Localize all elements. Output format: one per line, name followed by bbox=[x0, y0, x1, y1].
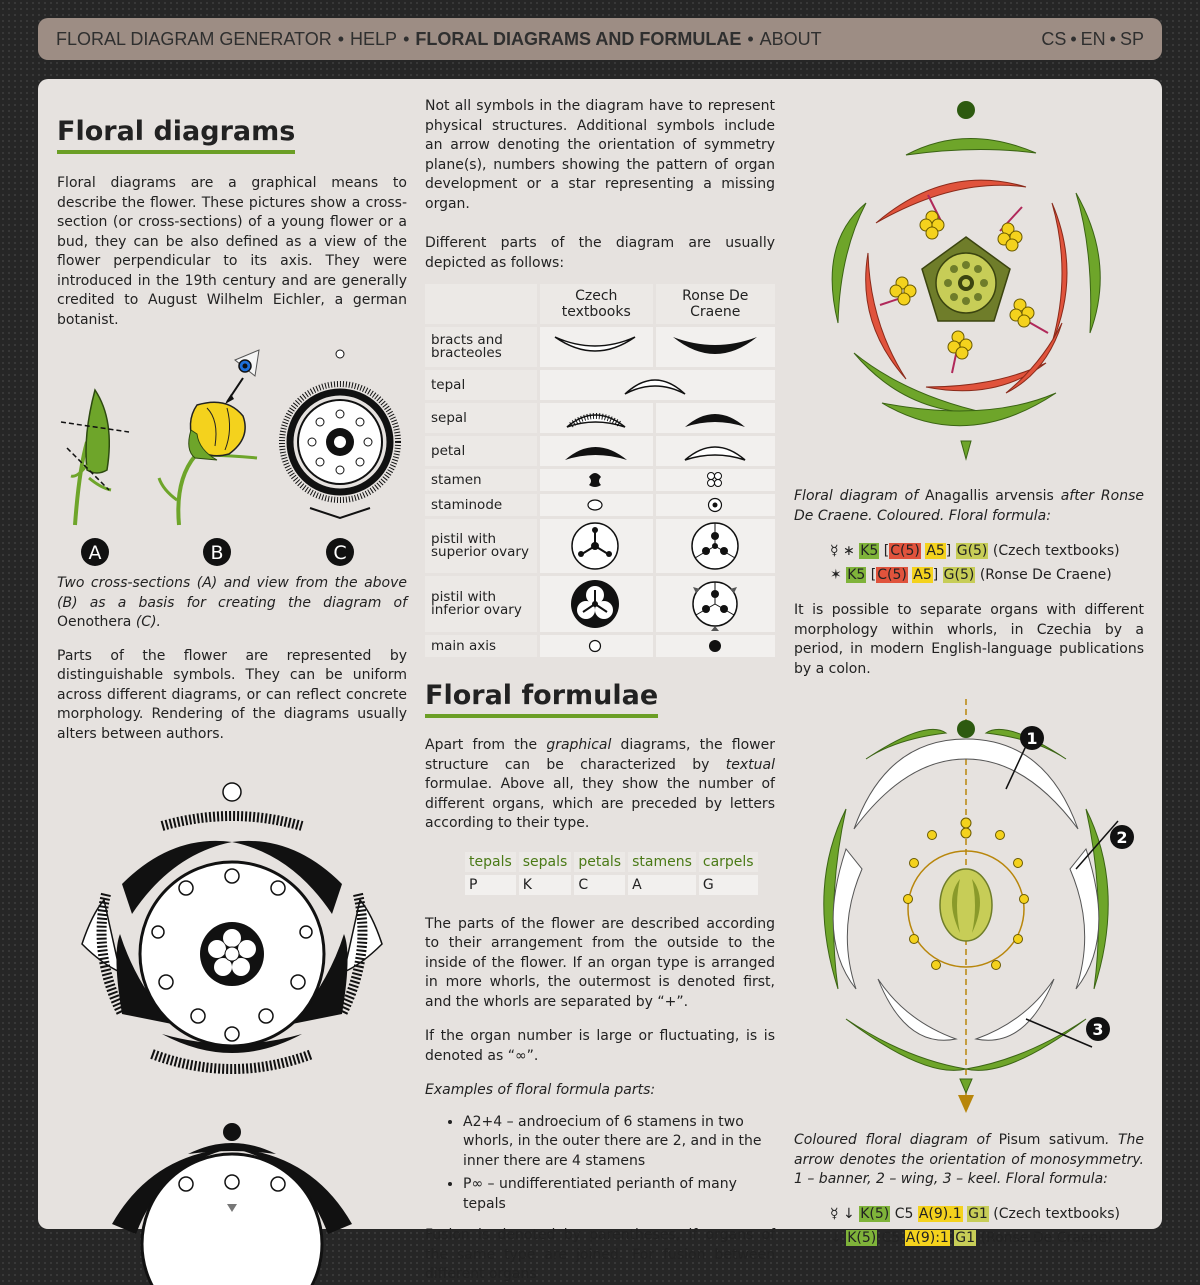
formulae-intro-paragraph: Apart from the graphical diagrams, the flower structure can be characterized by textual formulae. Above all, they show the number of different organs, which are preceded by letters according to their type. bbox=[425, 737, 775, 831]
table-row bbox=[425, 519, 775, 573]
anagallis-formulae bbox=[830, 539, 1144, 587]
symbol-bract-ronse bbox=[656, 327, 776, 367]
bud-cross-section-illustration bbox=[61, 390, 129, 525]
symbol-axis-czech bbox=[540, 635, 652, 657]
nav-separator: • bbox=[403, 28, 410, 49]
row-label-stamen: stamen bbox=[425, 469, 537, 491]
callout-1: 1 bbox=[1026, 729, 1038, 748]
construction-caption: Two cross-sections (A) and view from the above (B) as a basis for creating the diagram of Oenothera (C). bbox=[57, 575, 407, 630]
nav-about[interactable]: ABOUT bbox=[759, 28, 822, 49]
row-label-staminode: staminode bbox=[425, 494, 537, 516]
row-label-pistil-superior: pistil with superior ovary bbox=[425, 519, 537, 573]
column-middle bbox=[425, 79, 775, 1285]
code-letter-g: G bbox=[699, 875, 758, 895]
table-row bbox=[425, 403, 775, 433]
label-b: B bbox=[210, 542, 224, 564]
row-label-bracts: bracts and bracteoles bbox=[425, 327, 537, 367]
fusion-paragraph: Fusion is denoted by parentheses, if organs of the same type are joined. For fusion between different organs bbox=[425, 1227, 775, 1282]
code-header-sepals: sepals bbox=[519, 852, 572, 872]
second-floral-diagram bbox=[57, 1114, 407, 1274]
symbol-tepal bbox=[540, 370, 775, 400]
symbol-pistil-superior-ronse bbox=[656, 519, 776, 573]
table-row bbox=[425, 370, 775, 400]
symbol-stamen-czech bbox=[540, 469, 652, 491]
label-c: C bbox=[333, 542, 347, 564]
code-letter-p: P bbox=[465, 875, 516, 895]
label-a: A bbox=[88, 542, 102, 564]
pisum-coloured-diagram bbox=[794, 689, 1144, 1129]
anagallis-coloured-diagram bbox=[794, 93, 1144, 473]
arrangement-paragraph: The parts of the flower are described according to their arrangement from the outside to the inside of the flower. If an organ type is arranged in more whorls, the outermost is denoted first, and the whorls are separated by “+”. bbox=[425, 915, 775, 1010]
callout-2: 2 bbox=[1116, 828, 1128, 847]
lang-en[interactable]: EN bbox=[1080, 28, 1106, 49]
organ-letter-table bbox=[462, 849, 761, 898]
table-row bbox=[425, 469, 775, 491]
formula-ronse-anagallis: ✶ K5 [C(5) A5] G(5) (Ronse De Craene) bbox=[830, 567, 1112, 583]
code-header-carpels: carpels bbox=[699, 852, 758, 872]
code-header-petals: petals bbox=[574, 852, 625, 872]
formula-czech-pisum: ☿ ↓ K(5) C5 A(9).1 G1 (Czech textbooks) bbox=[830, 1205, 1121, 1222]
row-label-pistil-inferior: pistil with inferior ovary bbox=[425, 576, 537, 632]
table-row bbox=[425, 436, 775, 466]
row-label-sepal: sepal bbox=[425, 403, 537, 433]
nav-floral-diagram-generator[interactable]: FLORAL DIAGRAM GENERATOR bbox=[56, 28, 332, 49]
pisum-formulae bbox=[830, 1202, 1144, 1250]
infinity-paragraph: If the organ number is large or fluctuating, is is denoted as “∞”. bbox=[425, 1028, 775, 1064]
lang-sp[interactable]: SP bbox=[1119, 28, 1144, 49]
symbol-petal-ronse bbox=[656, 436, 776, 466]
symbol-axis-ronse bbox=[656, 635, 776, 657]
symbols-paragraph: Not all symbols in the diagram have to represent physical structures. Additional symbols include an arrow denoting the orientation of symmetry plane(s), numbers showing the pattern of organ development or a star representing a missing organ. bbox=[425, 98, 775, 212]
header-czech-textbooks: Czech textbooks bbox=[540, 284, 652, 324]
symbol-pistil-superior-czech bbox=[540, 519, 652, 573]
examples-title: Examples of floral formula parts: bbox=[425, 1082, 656, 1098]
content-panel bbox=[38, 79, 1162, 1282]
row-label-petal: petal bbox=[425, 436, 537, 466]
symbol-staminode-ronse bbox=[656, 494, 776, 516]
oenothera-construction-figure bbox=[57, 350, 407, 572]
top-navigation-bar bbox=[38, 18, 1162, 60]
nav-separator: • bbox=[337, 28, 345, 49]
code-header-tepals: tepals bbox=[465, 852, 516, 872]
table-row bbox=[425, 494, 775, 516]
symbol-sepal-czech bbox=[540, 403, 652, 433]
symbol-pistil-inferior-ronse bbox=[656, 576, 776, 632]
header-ronse-de-craene: Ronse De Craene bbox=[656, 284, 776, 324]
symbol-staminode-czech bbox=[540, 494, 652, 516]
lang-separator: • bbox=[1070, 28, 1077, 49]
table-corner bbox=[425, 284, 537, 324]
parts-paragraph: Parts of the flower are represented by distinguishable symbols. They can be uniform across different diagrams, or can reflect concrete morphology. Rendering of the diagrams usually alters between authors. bbox=[57, 647, 407, 742]
nav-floral-diagrams-and-formulae[interactable]: FLORAL DIAGRAMS AND FORMULAE bbox=[415, 28, 742, 49]
oenothera-mini-diagram bbox=[282, 350, 398, 518]
nav-help[interactable]: HELP bbox=[350, 28, 398, 49]
list-item: • P∞ – undifferentiated perianth of many tepals bbox=[463, 1175, 775, 1214]
symbol-petal-czech bbox=[540, 436, 652, 466]
table-row bbox=[425, 327, 775, 367]
lang-cs[interactable]: CS bbox=[1041, 28, 1067, 49]
main-nav bbox=[56, 29, 822, 50]
intro-paragraph: Floral diagrams are a graphical means to describe the flower. These pictures show a cross-section (or cross-sections) of a young flower or a bud, they can be also defined as a view of the flower perpendicular to its axis. They were introduced in the 19th century and are generally credited to August Wilhelm Eichler, a german botanist. bbox=[57, 175, 407, 328]
lang-separator: • bbox=[1109, 28, 1116, 49]
anagallis-caption: Floral diagram of Anagallis arvensis after Ronse De Craene. Coloured. Floral formula: bbox=[794, 488, 1144, 524]
list-item: • A2+4 – androecium of 6 stamens in two whorls, in the outer there are 2, and in the inner there are 4 stamens bbox=[463, 1113, 775, 1172]
table-row bbox=[425, 635, 775, 657]
callout-3: 3 bbox=[1092, 1020, 1104, 1039]
column-right bbox=[794, 79, 1144, 1250]
open-flower-illustration bbox=[159, 350, 259, 525]
parts-intro-paragraph: Different parts of the diagram are usually depicted as follows: bbox=[425, 235, 775, 271]
code-letter-c: C bbox=[574, 875, 625, 895]
row-label-main-axis: main axis bbox=[425, 635, 537, 657]
large-floral-diagram bbox=[57, 764, 407, 1114]
symbol-stamen-ronse bbox=[656, 469, 776, 491]
symbol-bract-czech bbox=[540, 327, 652, 367]
language-switcher bbox=[1041, 29, 1144, 50]
column-left bbox=[57, 79, 407, 1274]
examples-list bbox=[425, 1113, 775, 1215]
symbol-pistil-inferior-czech bbox=[540, 576, 652, 632]
code-letter-a: A bbox=[628, 875, 696, 895]
nav-separator: • bbox=[747, 28, 754, 49]
formula-ronse-pisum: ↓ K(5) C5 A(9):1 G1 (Ronse De Craene) bbox=[830, 1229, 1113, 1246]
symbols-table bbox=[422, 281, 778, 660]
code-header-stamens: stamens bbox=[628, 852, 696, 872]
row-label-tepal: tepal bbox=[425, 370, 537, 400]
heading-floral-formulae: Floral formulae bbox=[425, 680, 658, 718]
whorl-separation-paragraph: It is possible to separate organs with different morphology within whorls, in Czechia by a period, in modern English-language publications by a colon. bbox=[794, 602, 1144, 677]
formula-czech-anagallis: ☿ ∗ K5 [C(5) A5] G(5) (Czech textbooks) bbox=[830, 543, 1120, 559]
table-row bbox=[425, 576, 775, 632]
symbol-sepal-ronse bbox=[656, 403, 776, 433]
pisum-caption: Coloured floral diagram of Pisum sativum. The arrow denotes the orientation of monosymmetry. 1 – banner, 2 – wing, 3 – keel. Floral formula: bbox=[794, 1132, 1144, 1187]
code-letter-k: K bbox=[519, 875, 572, 895]
heading-floral-diagrams: Floral diagrams bbox=[57, 116, 295, 154]
